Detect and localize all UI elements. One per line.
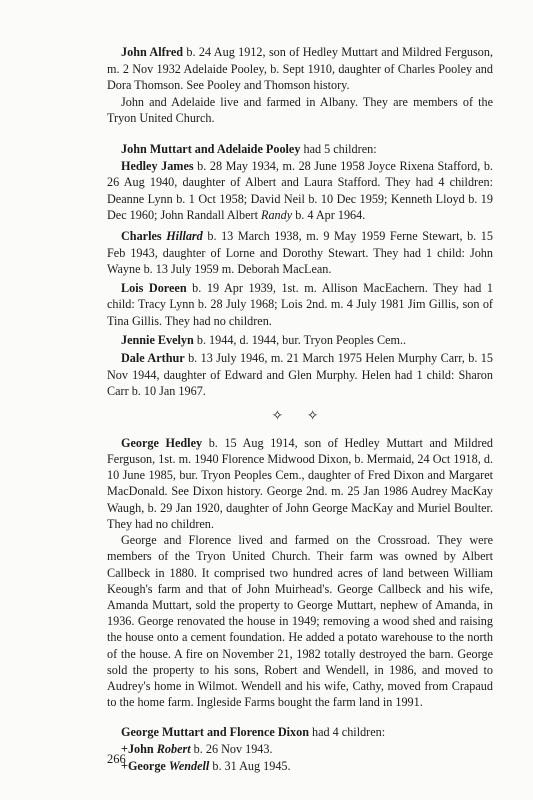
children-header: [107, 724, 493, 741]
person-name: [121, 229, 203, 243]
entry-text: b. 13 March 1938, m. 9 May 1959 Ferne Stewart, b. 15 Feb 1943, daughter of Lorne and Dorothy Stewart. They had 1 child: John Wayne b. 13 July 1959 m. Deborah MacLean.: [107, 228, 493, 277]
entry-george-wendell: [107, 758, 493, 775]
entry-jennie-evelyn: [107, 332, 493, 349]
entry-charles-hillard: [107, 228, 493, 278]
nickname: Randy: [261, 208, 293, 223]
person-name: [121, 759, 209, 773]
entry-text: b. 28 May 1934, m. 28 June 1958 Joyce Rixena Stafford, b. 26 Aug 1940, daughter of Albert and Laura Stafford. They had 4 children: Deanne Lynn b. 1 Oct 1958; David Neil b. 10 Dec 1959; Kenneth Lloyd b. 19 Dec 1960; John Randall Albert: [107, 158, 493, 223]
person-name: Lois Doreen: [121, 280, 187, 295]
entry-text: b. 19 Apr 1939, 1st. m. Allison MacEachern. They had 1 child: Tracy Lynn b. 28 July 1968; Lois 2nd. m. 4 July 1981 Jim Gillis, son of Tina Gillis. They had no children.: [107, 280, 493, 328]
person-name: [121, 742, 191, 756]
person-known-name: Wendell: [168, 758, 210, 773]
entry-john-robert: [107, 741, 493, 758]
entry-note: George and Florence lived and farmed on the Crossroad. They were members of the Tryon United Church. Their farm was owned by Albert Callbeck in 1880. It comprised two hundred acres of land between William Keough's farm and that of John Muirhead's. George Callbeck and his wife, Amanda Muttart, sold the property to George Muttart, nephew of Amanda, in 1936. George renovated the house in 1949; removing a wood shed and raising the house onto a cement foundation. He added a potato warehouse to the north of the house. A fire on November 21, 1982 totally destroyed the barn. George sold the property to his sons, Robert and Wendell, in 1986, and moved to Audrey's home in Wilmot. Wendell and his wife, Cathy, moved from Crapaud to the home farm. Ingleside Farms bought the farm land in 1991.: [107, 533, 493, 710]
entry-note: John and Adelaide live and farmed in Albany. They are members of the Tryon United Church.: [107, 94, 493, 126]
children-count: had 4 children:: [308, 725, 386, 740]
entry-dale-arthur: [107, 350, 493, 400]
entry-text: b. 26 Nov 1943.: [190, 741, 273, 756]
entry-text: b. 13 July 1946, m. 21 March 1975 Helen Murphy Carr, b. 15 Nov 1944, daughter of Edward and Glen Murphy. Helen had 1 child: Sharon Carr b. 10 Jan 1967.: [107, 351, 493, 399]
person-known-name: Robert: [156, 741, 191, 756]
person-name: John Alfred: [121, 45, 184, 59]
children-header: [107, 141, 493, 158]
entry-text: b. 4 Apr 1964.: [292, 208, 366, 223]
entry-text: b. 15 Aug 1914, son of Hedley Muttart and Mildred Ferguson, 1st. m. 1940 Florence Midwood Dixon, b. Mermaid, 24 Oct 1918, d. 10 June 1985, bur. Tryon Peoples Cem., daughter of Fred Dixon and Margaret MacDonald. See Dixon history. George 2nd. m. 25 Jan 1986 Audrey MacKay Waugh, b. 29 Jan 1920, daughter of John George MacKay and Muriel Boulter. They had no children.: [107, 435, 494, 531]
person-first-name: +George: [121, 758, 169, 773]
page-number: 266: [107, 752, 126, 766]
person-name: George Hedley: [121, 435, 203, 450]
person-name: Dale Arthur: [121, 351, 185, 366]
person-known-name: Hillard: [166, 228, 203, 243]
entry-john-alfred: [107, 44, 493, 94]
entry-text: b. 24 Aug 1912, son of Hedley Muttart and Mildred Ferguson, m. 2 Nov 1932 Adelaide Pooley, b. Sept 1910, daughter of Charles Pooley and Dora Thomson. See Pooley and Thomson history.: [107, 45, 493, 93]
entry-hedley-james: [107, 158, 493, 224]
person-name: Jennie Evelyn: [121, 332, 194, 347]
children-count: had 5 children:: [300, 141, 377, 156]
couple-name: George Muttart and Florence Dixon: [121, 725, 309, 740]
entry-george-hedley: [107, 435, 493, 532]
entry-text: b. 31 Aug 1945.: [209, 758, 291, 773]
entry-text: b. 1944, d. 1944, bur. Tryon Peoples Cem..: [193, 332, 407, 347]
couple-name: John Muttart and Adelaide Pooley: [121, 141, 301, 156]
section-ornament: ✧ ✧: [271, 408, 329, 424]
person-first-name: +John: [121, 741, 157, 756]
person-first-name: Charles: [121, 228, 167, 243]
person-name: Hedley James: [121, 158, 194, 173]
entry-lois-doreen: [107, 280, 493, 330]
